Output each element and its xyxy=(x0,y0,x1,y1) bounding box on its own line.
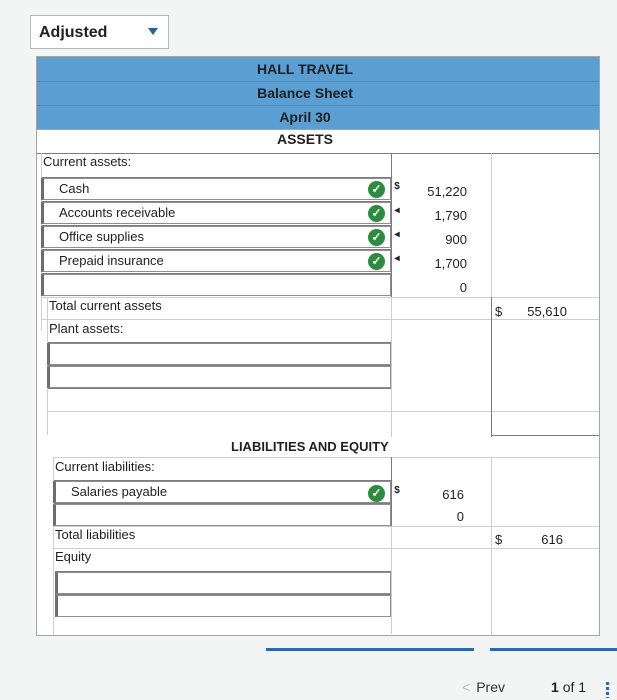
divider xyxy=(490,648,617,651)
equity-account-select[interactable] xyxy=(55,572,391,594)
plant-asset-select[interactable] xyxy=(47,366,391,388)
chevron-down-icon xyxy=(148,28,158,35)
current-assets-label: Current assets: xyxy=(43,154,132,169)
grid-menu-icon[interactable] xyxy=(606,682,609,698)
equity-account-select[interactable] xyxy=(55,595,391,617)
page-total: of 1 xyxy=(562,679,587,695)
liability-account-select[interactable] xyxy=(53,504,391,526)
currency-symbol: $ xyxy=(495,304,503,319)
assets-heading: ASSETS xyxy=(276,131,333,147)
view-dropdown[interactable] xyxy=(30,15,169,49)
company-name: HALL TRAVEL xyxy=(257,61,353,77)
current-page: 1 xyxy=(551,679,559,695)
statement-date: April 30 xyxy=(279,109,331,125)
dollar-tag-icon: $ xyxy=(394,181,400,192)
asset-account-select[interactable]: Accounts receivable xyxy=(41,202,391,224)
liabilities-heading: LIABILITIES AND EQUITY xyxy=(231,439,389,454)
asset-account-select[interactable]: Prepaid insurance xyxy=(41,250,391,272)
currency-symbol: $ xyxy=(495,532,503,547)
balance-sheet xyxy=(36,56,600,636)
prev-label: Prev xyxy=(476,679,505,695)
prev-button[interactable] xyxy=(462,679,505,695)
check-icon: ✓ xyxy=(368,205,385,222)
flag-icon: ◂ xyxy=(394,253,400,264)
asset-amount[interactable]: 51,220 xyxy=(427,184,467,199)
asset-account-select[interactable] xyxy=(41,274,391,296)
total-liabilities-label: Total liabilities xyxy=(55,527,136,542)
page-indicator xyxy=(551,679,586,695)
asset-amount[interactable]: 0 xyxy=(459,280,467,295)
check-icon: ✓ xyxy=(368,253,385,270)
plant-assets-label: Plant assets: xyxy=(49,321,124,336)
dollar-tag-icon: $ xyxy=(394,485,400,496)
liability-account-select[interactable]: Salaries payable xyxy=(53,481,391,503)
statement-title: Balance Sheet xyxy=(257,85,353,101)
asset-account-select[interactable]: Office supplies xyxy=(41,226,391,248)
asset-amount[interactable]: 1,700 xyxy=(434,256,467,271)
chevron-left-icon: < xyxy=(462,679,471,695)
total-liabilities[interactable]: 616 xyxy=(541,532,563,547)
liability-amount[interactable]: 0 xyxy=(456,509,464,524)
total-current-assets[interactable]: 55,610 xyxy=(527,304,567,319)
sheet-header xyxy=(37,57,599,130)
liability-amount[interactable]: 616 xyxy=(442,487,464,502)
divider xyxy=(266,648,474,651)
asset-amount[interactable]: 1,790 xyxy=(434,208,467,223)
flag-icon: ◂ xyxy=(394,229,400,240)
check-icon: ✓ xyxy=(368,181,385,198)
current-liabilities-label: Current liabilities: xyxy=(55,459,155,474)
asset-account-select[interactable]: Cash xyxy=(41,178,391,200)
plant-asset-select[interactable] xyxy=(47,343,391,365)
asset-amount[interactable]: 900 xyxy=(445,232,467,247)
equity-label: Equity xyxy=(55,549,92,564)
flag-icon: ◂ xyxy=(394,205,400,216)
total-current-assets-label: Total current assets xyxy=(49,298,162,313)
check-icon: ✓ xyxy=(368,229,385,246)
dropdown-value: Adjusted xyxy=(39,24,108,41)
check-icon: ✓ xyxy=(368,485,385,502)
